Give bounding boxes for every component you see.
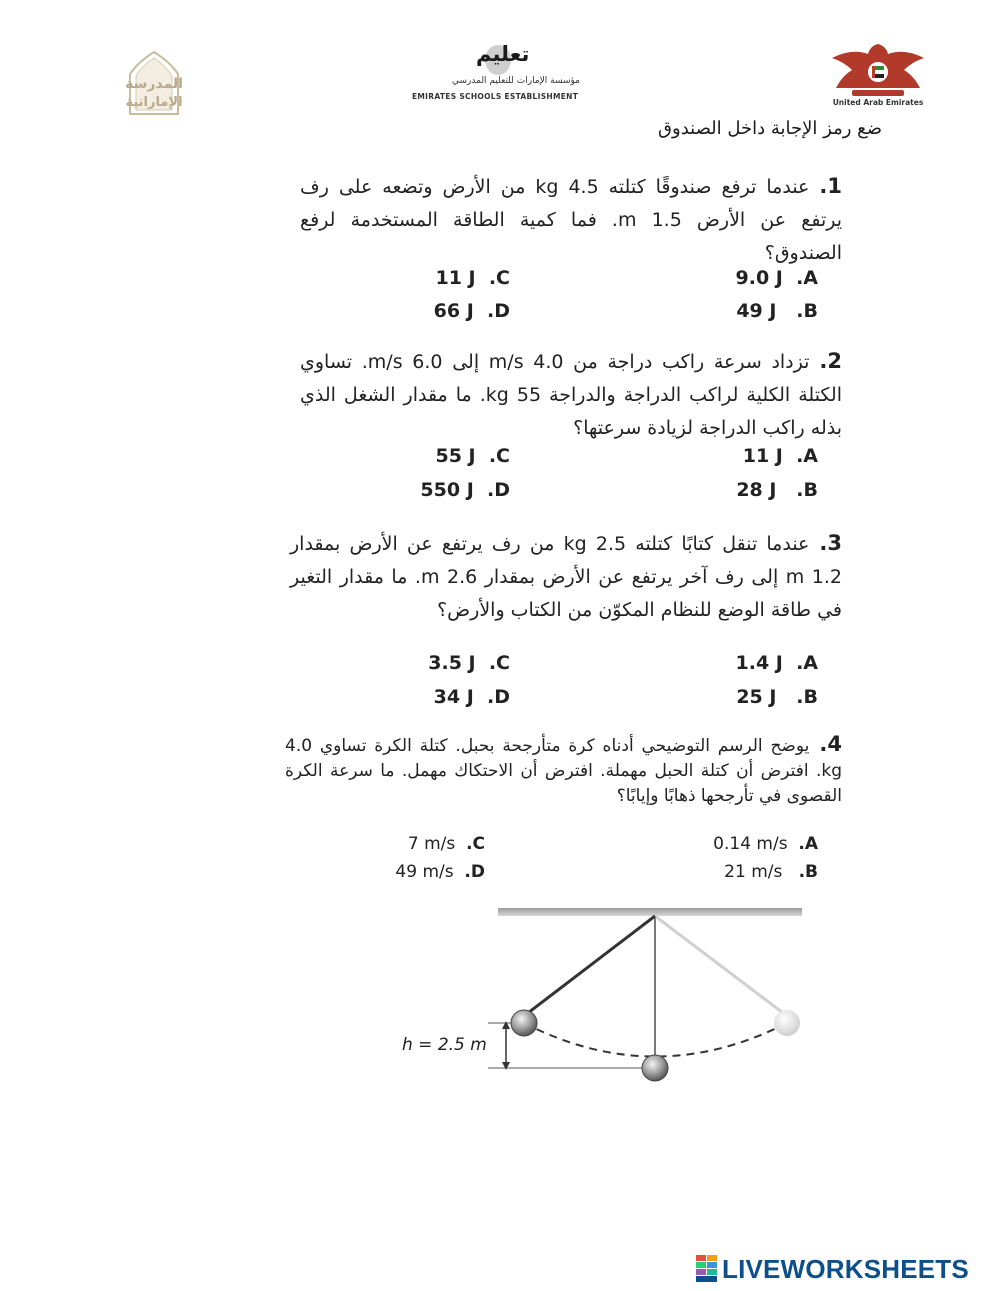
- question-text: عندما ترفع صندوقًا كتلته 4.5 kg من الأرض وتضعه على رف يرتفع عن الأرض 1.5 m. فما كمية الطاقة المستخدمة لرفع الصندوق؟: [300, 176, 843, 264]
- pendulum-ball-start: [511, 1010, 537, 1036]
- question-number: 3.: [819, 531, 843, 555]
- question-4: [285, 732, 842, 809]
- left-logo-line1: المدرسة: [125, 76, 183, 92]
- question-number: 4.: [819, 732, 842, 756]
- question-4-option-d[interactable]: 49 m/s .D: [395, 862, 485, 882]
- height-arrow-head-up: [502, 1021, 510, 1029]
- center-logo-subtitle-ar: مؤسسة الإمارات للتعليم المدرسي: [452, 76, 580, 86]
- question-2-option-d[interactable]: 550 J .D: [420, 479, 510, 501]
- liveworksheets-brand-text[interactable]: LIVEWORKSHEETS: [722, 1253, 969, 1284]
- question-2-option-b[interactable]: 28 J .B: [736, 479, 818, 501]
- center-logo-title: تعليم: [476, 42, 530, 66]
- ceiling-bar: [498, 908, 802, 916]
- height-arrow-head-down: [502, 1062, 510, 1070]
- question-1-option-b[interactable]: 49 J .B: [736, 300, 818, 322]
- question-4-option-a[interactable]: 0.14 m/s .A: [713, 834, 818, 854]
- question-text: تزداد سرعة راكب دراجة من 4.0 m/s إلى 6.0 m/s. تساوي الكتلة الكلية لراكب الدراجة والدراجة 55 kg. ما مقدار الشغل الذي بذله راكب الدراجة لزيادة سرعتها؟: [300, 351, 842, 439]
- question-4-option-c[interactable]: 7 m/s .C: [407, 834, 485, 854]
- question-1-option-c[interactable]: 11 J .C: [435, 267, 510, 289]
- height-label: h = 2.5 m: [402, 1035, 487, 1055]
- question-3: [290, 527, 842, 627]
- ghost-string: [655, 916, 787, 1016]
- question-3-option-d[interactable]: 34 J .D: [433, 686, 510, 708]
- instruction-text: ضع رمز الإجابة داخل الصندوق: [658, 118, 882, 139]
- emirates-schools-establishment-logo: [410, 42, 582, 108]
- right-logo-caption: United Arab Emirates: [832, 98, 924, 107]
- question-number: 1.: [819, 174, 842, 198]
- question-2-option-a[interactable]: 11 J .A: [742, 445, 818, 467]
- question-text: عندما تنقل كتابًا كتلته 2.5 kg من رف يرتفع عن الأرض بمقدار 1.2 m إلى رف آخر يرتفع عن الأرض بمقدار 2.6 m. ما مقدار التغير في طاقة الوضع للنظام المكوّن من الكتاب والأرض؟: [290, 533, 842, 621]
- question-1-option-a[interactable]: 9.0 J .A: [735, 267, 818, 289]
- emirati-school-logo: [108, 48, 200, 118]
- question-1: [300, 170, 842, 270]
- question-4-option-b[interactable]: 21 m/s .B: [724, 862, 818, 882]
- falcon-emblem-icon: [822, 40, 934, 98]
- question-number: 2.: [819, 349, 843, 373]
- pendulum-figure: [380, 900, 810, 1090]
- question-3-option-b[interactable]: 25 J .B: [736, 686, 818, 708]
- question-3-option-a[interactable]: 1.4 J .A: [735, 652, 818, 674]
- uae-emblem-logo: [822, 40, 934, 112]
- question-2-option-c[interactable]: 55 J .C: [435, 445, 510, 467]
- question-text: يوضح الرسم التوضيحي أدناه كرة متأرجحة بحبل. كتلة الكرة تساوي 4.0 kg. افترض أن كتلة الحبل مهملة. افترض أن الاحتكاك مهمل. ما سرعة الكرة القصوى في تأرجحها ذهابًا وإيابًا؟: [285, 736, 842, 806]
- liveworksheets-logo: [696, 1254, 969, 1284]
- liveworksheets-icon: [696, 1255, 718, 1283]
- left-logo-line2: الإماراتية: [125, 95, 183, 110]
- pendulum-ball-bottom: [642, 1055, 668, 1081]
- question-2: [300, 345, 842, 445]
- question-3-option-c[interactable]: 3.5 J .C: [428, 652, 510, 674]
- pendulum-ball-end: [774, 1010, 800, 1036]
- pendulum-string: [524, 916, 655, 1016]
- center-logo-subtitle-en: EMIRATES SCHOOLS ESTABLISHMENT: [412, 92, 579, 101]
- question-1-option-d[interactable]: 66 J .D: [433, 300, 510, 322]
